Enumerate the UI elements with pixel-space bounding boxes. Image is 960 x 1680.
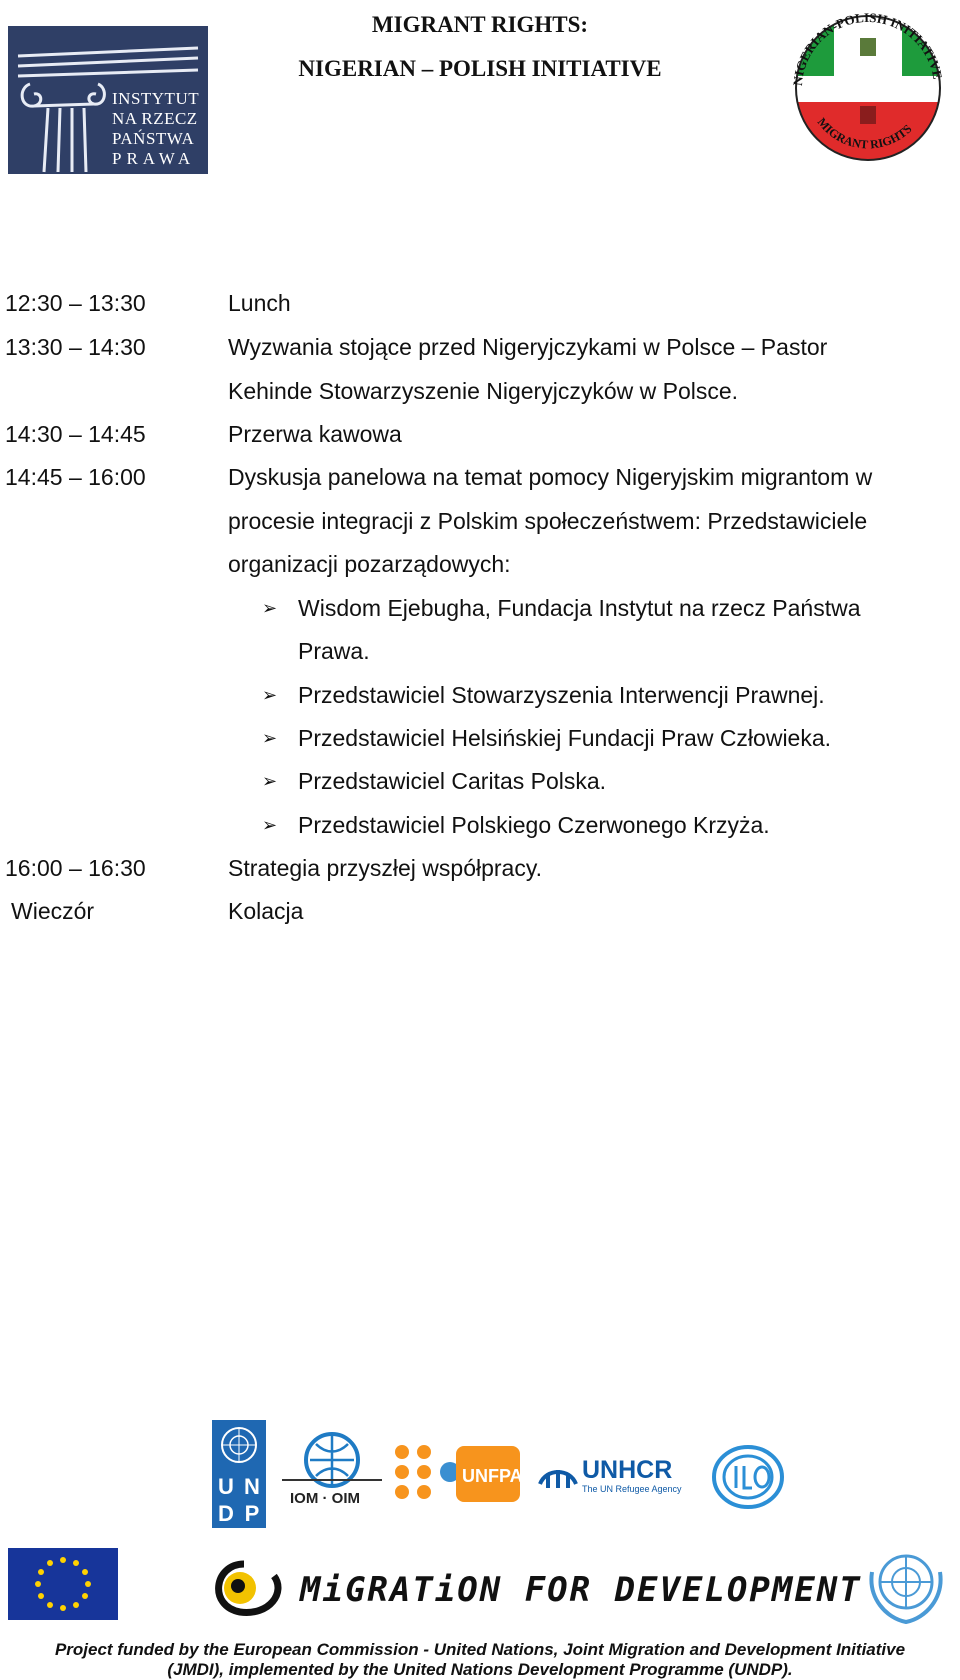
time-slot: 12:30 – 13:30 <box>5 290 146 316</box>
funding-note-line2: (JMDI), implemented by the United Nations Development Programme (UNDP). <box>167 1660 793 1679</box>
unfpa-label: UNFPA <box>462 1466 523 1486</box>
funding-note-line1: Project funded by the European Commission - United Nations, Joint Migration and Development Initiative <box>54 1640 906 1659</box>
document-subtitle: NIGERIAN – POLISH INITIATIVE <box>298 56 662 81</box>
logo-text-2: NA RZECZ <box>112 109 198 128</box>
migration-for-development-logo: MiGRATiON FOR DEVELOPMENT <box>300 1570 862 1610</box>
session-title: Wyzwania stojące przed Nigeryjczykami w Polsce – Pastor <box>228 334 828 360</box>
time-slot: 14:45 – 16:00 <box>5 464 146 490</box>
iom-logo-icon <box>282 1430 382 1488</box>
logo-text-4: PRAWA <box>112 149 196 168</box>
panelist-text: Wisdom Ejebugha, Fundacja Instytut na rzecz Państwa <box>298 595 861 621</box>
logo-bottom-text: MIGRANT RIGHTS <box>814 114 915 152</box>
unfpa-dots-icon <box>392 1442 462 1502</box>
session-title: procesie integracji z Polskim społeczeństwem: Przedstawiciele <box>228 508 868 534</box>
time-slot: 16:00 – 16:30 <box>5 855 146 881</box>
arrow-bullet-icon: ➢ <box>262 771 278 791</box>
logo-top-text: NIGERIAN-POLISH INITIATIVE <box>789 9 946 87</box>
unhcr-tagline: The UN Refugee Agency <box>582 1484 682 1494</box>
time-slot: Wieczór <box>11 898 95 924</box>
unhcr-emblem-icon <box>536 1454 580 1494</box>
undp-letter: N <box>244 1474 260 1499</box>
logo-text-3: PAŃSTWA <box>112 129 195 148</box>
panelist-text: Przedstawiciel Helsińskiej Fundacji Praw Człowieka. <box>298 725 832 751</box>
unhcr-label: UNHCR <box>582 1456 673 1484</box>
panelist-text: Przedstawiciel Polskiego Czerwonego Krzyża. <box>298 812 770 838</box>
ilo-logo-icon <box>710 1444 786 1510</box>
session-title: Kolacja <box>228 898 304 924</box>
eu-stars-icon <box>8 1548 118 1620</box>
undp-letter: U <box>218 1474 234 1499</box>
un-emblem-icon <box>212 1420 266 1470</box>
document-title: MIGRANT RIGHTS: <box>371 12 589 37</box>
instytut-logo <box>8 26 208 174</box>
arrow-bullet-icon: ➢ <box>262 815 278 835</box>
time-slot: 14:30 – 14:45 <box>5 421 146 447</box>
panelist-text: Przedstawiciel Stowarzyszenia Interwencji Prawnej. <box>298 682 825 708</box>
session-title: Lunch <box>228 290 291 316</box>
logo-text-1: INSTYTUT <box>112 89 200 108</box>
m4d-swirl-icon <box>204 1556 296 1618</box>
time-slot: 13:30 – 14:30 <box>5 334 146 360</box>
session-title: Strategia przyszłej współpracy. <box>228 855 543 881</box>
session-title: Przerwa kawowa <box>228 421 402 447</box>
session-title: Kehinde Stowarzyszenie Nigeryjczyków w Polsce. <box>228 378 739 404</box>
session-title: organizacji pozarządowych: <box>228 551 511 577</box>
session-title: Dyskusja panelowa na temat pomocy Nigeryjskim migrantom w <box>228 464 873 490</box>
undp-letter: P <box>244 1501 260 1526</box>
arrow-bullet-icon: ➢ <box>262 598 278 618</box>
undp-letter: D <box>218 1501 234 1526</box>
panelist-text: Prawa. <box>298 638 370 664</box>
arrow-bullet-icon: ➢ <box>262 728 278 748</box>
panelist-text: Przedstawiciel Caritas Polska. <box>298 768 607 794</box>
arrow-bullet-icon: ➢ <box>262 685 278 705</box>
nigerian-polish-initiative-logo <box>784 2 948 172</box>
un-wreath-icon <box>856 1542 956 1630</box>
undp-logo <box>212 1420 266 1528</box>
eu-flag-logo <box>8 1548 118 1620</box>
iom-label: IOM · OIM <box>290 1490 360 1507</box>
